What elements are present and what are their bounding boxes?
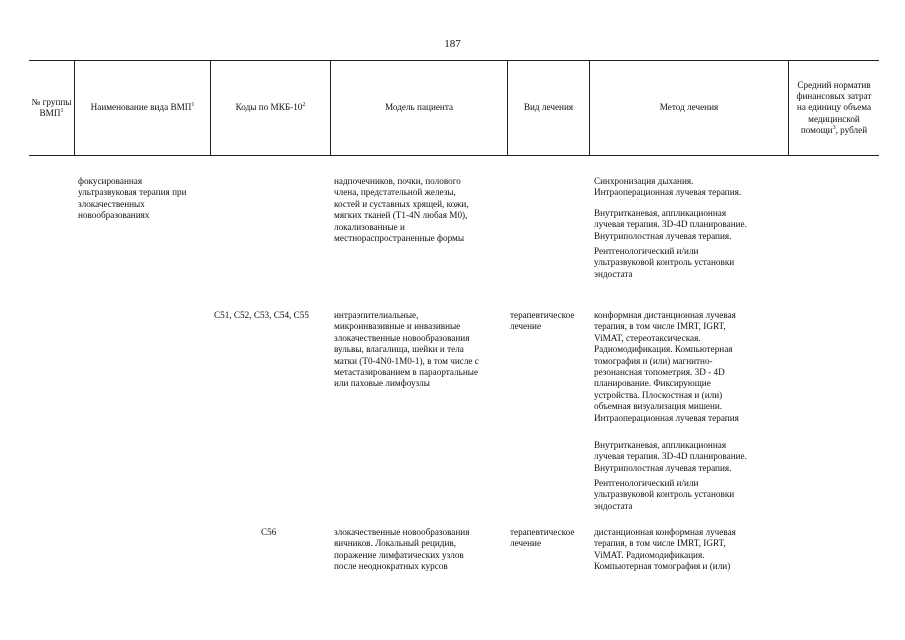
header-cost-norm-label: Средний норматив финансовых затрат на единицу объема медицинской помощи <box>796 79 872 135</box>
row3-method-1: дистанционная конформная лучевая терапия, в том числе IMRT, IGRT, ViMAT. Радиомодификация. Компьютерная томография и (или) <box>594 527 736 572</box>
header-group-no <box>29 62 74 154</box>
col-divider-6 <box>788 60 789 155</box>
header-treatment-type-label: Вид лечения <box>523 102 574 113</box>
row3-treatment-type: терапевтическое лечение <box>510 527 575 549</box>
header-vmp-name <box>75 62 210 154</box>
header-cost-norm-text <box>792 80 876 136</box>
row1-vmp-name: фокусированная ультразвуковая терапия при злокачественных новообразованиях <box>78 176 187 221</box>
header-treatment-method-label: Метод лечения <box>659 102 719 113</box>
page-number: 187 <box>444 38 461 50</box>
header-vmp-name-text <box>91 102 195 113</box>
row2-treatment-type: терапевтическое лечение <box>510 310 575 332</box>
row1-method-1: Синхронизация дыхания. Интраоперационная лучевая терапия. <box>594 176 742 198</box>
row2-patient-model: интраэпителиальные, микроинвазивные и инвазивные злокачественные новообразования вульвы, влагалища, шейки и тела матки (Т0-4N0-1М0-1), в том числе с метастазированием в параортальные или паховые лимфоузлы <box>334 310 479 389</box>
header-group-no-sup: 1 <box>60 107 64 114</box>
row1-method-2: Внутритканевая, аппликационная лучевая терапия. 3D-4D планирование. Внутриполостная лучевая терапия. <box>594 208 747 241</box>
row2-method-1: конформная дистанционная лучевая терапия, в том числе IMRT, IGRT, ViMAT, стереотаксическая. Радиомодификация. Компьютерная томография и (или) магнитно- резонансная топометрия. 3D - 4D планирование. Фиксирующие устройства. Плоскостная и (или) объемная визуализация мишени. Интраоперационная лучевая терапия <box>594 310 739 423</box>
table-top-rule <box>29 60 879 61</box>
header-icd-codes <box>211 62 330 154</box>
row1-patient-model: надпочечников, почки, полового члена, предстательной железы, костей и суставных хрящей, кожи, мягких тканей (Т1-4N любая М0), локализованные и местнораспространенные формы <box>334 176 469 244</box>
row2-method-3: Рентгенологический и/или ультразвуковой контроль установки эндостата <box>594 478 735 511</box>
row2-icd-codes: C51, C52, C53, C54, C55 <box>214 310 309 320</box>
header-icd-codes-sup: 2 <box>302 102 306 109</box>
header-vmp-name-sup: 1 <box>191 102 195 109</box>
table-header-rule <box>29 155 879 156</box>
row3-patient-model: злокачественные новообразования яичников. Локальный рецидив, поражение лимфатических узлов после неоднократных курсов <box>334 527 470 572</box>
row3-icd-codes: C56 <box>261 527 277 537</box>
header-treatment-type <box>508 62 589 154</box>
header-cost-norm <box>792 62 876 154</box>
header-icd-codes-label: Коды по МКБ-10 <box>235 102 303 113</box>
header-group-no-text <box>29 97 74 119</box>
header-cost-norm-tail: , рублей <box>835 124 868 135</box>
header-cost-norm-sup: 3 <box>832 124 836 131</box>
header-group-no-label: № группы ВМП <box>31 96 72 118</box>
header-treatment-method <box>590 62 788 154</box>
header-patient-model-label: Модель пациента <box>384 102 454 113</box>
row2-method-2: Внутритканевая, аппликационная лучевая терапия. 3D-4D планирование. Внутриполостная лучевая терапия. <box>594 440 747 473</box>
header-icd-codes-text <box>236 102 306 113</box>
row1-method-3: Рентгенологический и/или ультразвуковой контроль установки эндостата <box>594 246 735 279</box>
header-vmp-name-label: Наименование вида ВМП <box>90 102 192 113</box>
header-patient-model <box>331 62 507 154</box>
